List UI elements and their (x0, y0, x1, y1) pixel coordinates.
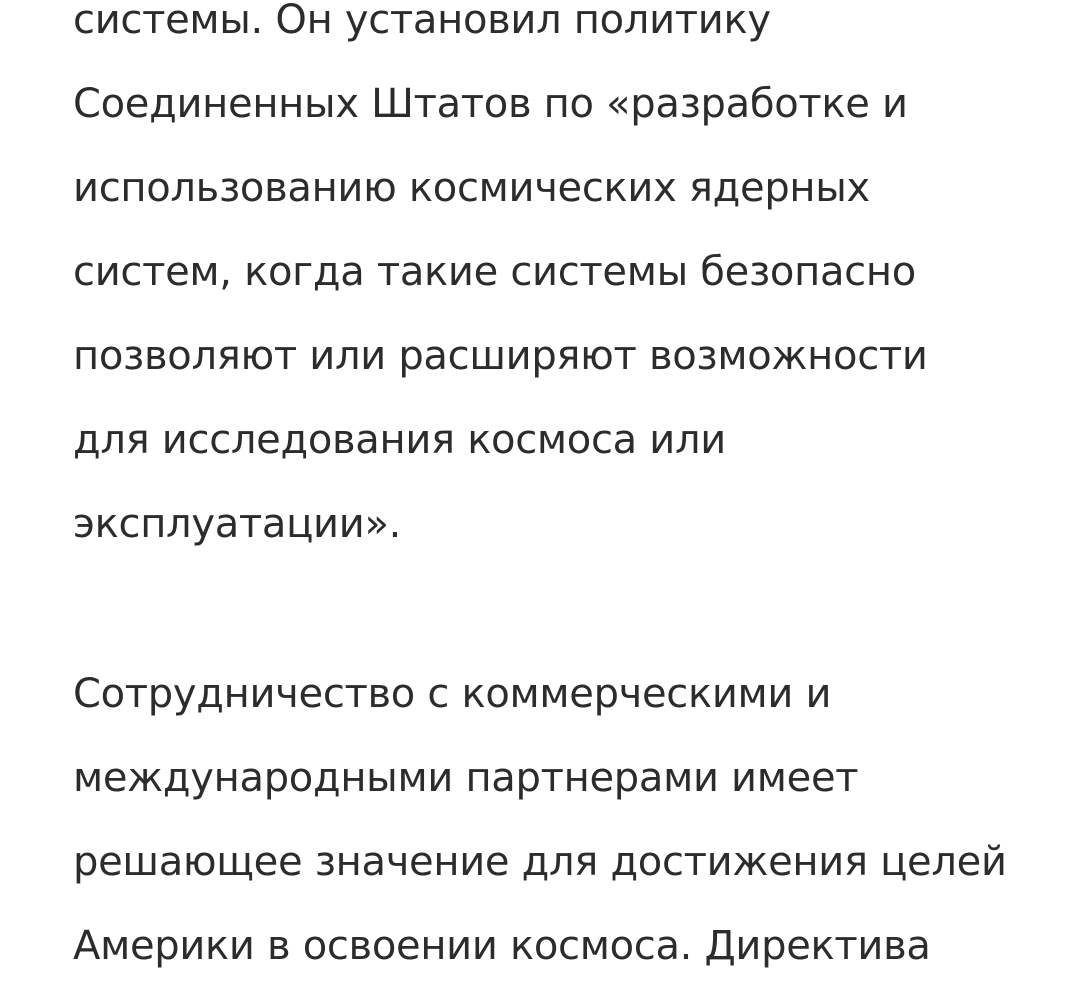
text-line: Америки в освоении космоса. Директива (73, 923, 931, 969)
paragraph (73, 652, 1033, 988)
text-line: эксплуатации». (73, 501, 402, 547)
text-line: систем, когда такие системы безопасно (73, 249, 916, 295)
text-line: Соединенных Штатов по «разработке и (73, 81, 908, 127)
text-line: использованию космических ядерных (73, 165, 870, 211)
text-line: для исследования космоса или (73, 417, 726, 463)
text-line: системы. Он установил политику (73, 0, 771, 43)
text-line: позволяют или расширяют возможности (73, 333, 928, 379)
text-line: Сотрудничество с коммерческими и (73, 671, 832, 717)
paragraph (73, 0, 1033, 566)
text-line: решающее значение для достижения целей (73, 839, 1007, 885)
text-line: международными партнерами имеет (73, 755, 859, 801)
